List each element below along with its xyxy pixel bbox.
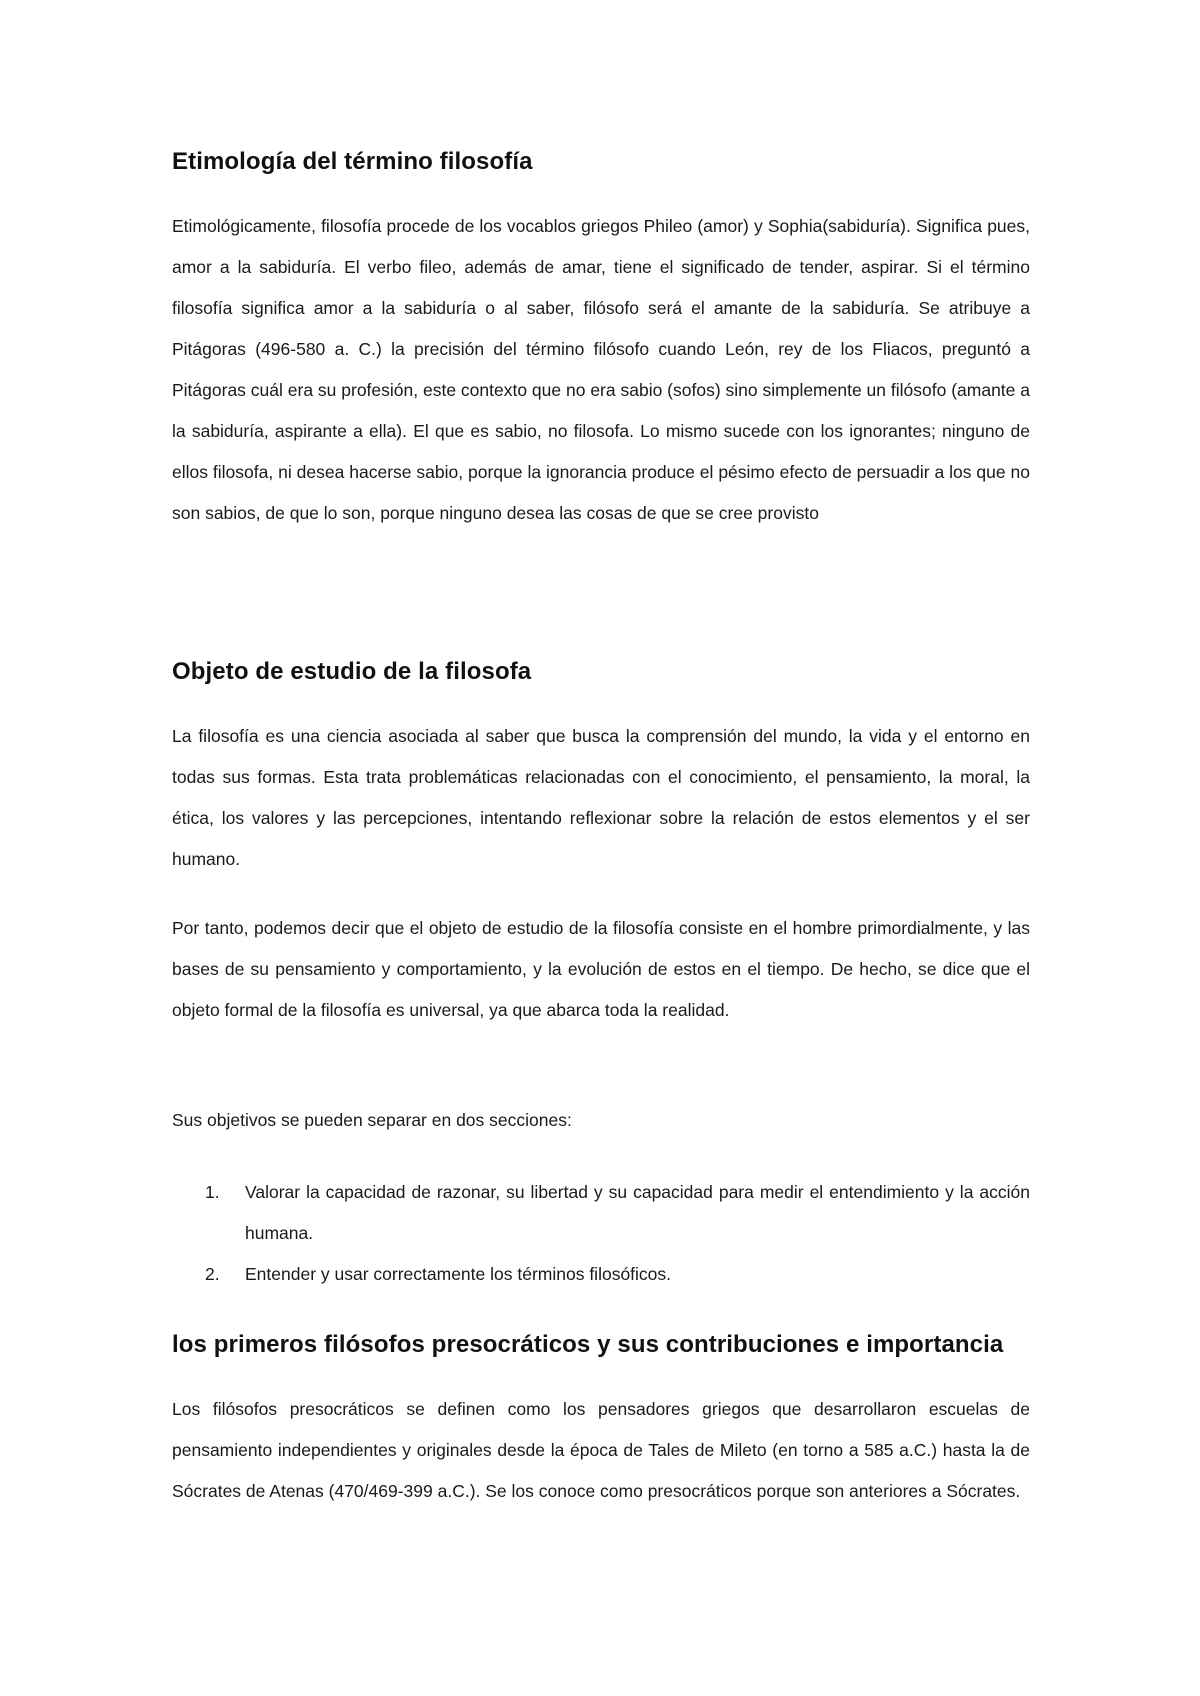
list-item	[172, 1254, 1030, 1295]
list-item	[172, 1172, 1030, 1254]
list-item-text: Entender y usar correctamente los términos filosóficos.	[245, 1264, 672, 1284]
paragraph-objetivos-intro: Sus objetivos se pueden separar en dos secciones:	[172, 1110, 572, 1130]
section-heading-objeto-de-estudio: Objeto de estudio de la filosofa	[172, 658, 532, 685]
paragraph-definicion-filosofia: La filosofía es una ciencia asociada al saber que busca la comprensión del mundo, la vida y el entorno en todas sus formas. Esta trata problemáticas relacionadas con el conocimiento, el pensamiento, la moral, la ética, los valores y las percepciones, intentando reflexionar sobre la relación de estos elementos y el ser humano.	[172, 726, 1030, 869]
list-item-number: 1.	[205, 1182, 220, 1202]
section-heading-etimologia: Etimología del término filosofía	[172, 148, 533, 175]
paragraph-etimologia: Etimológicamente, filosofía procede de los vocablos griegos Phileo (amor) y Sophia(sabiduría). Significa pues, amor a la sabiduría. El verbo fileo, además de amar, tiene el significado de tender, aspirar. Si el término filosofía significa amor a la sabiduría o al saber, filósofo será el amante de la sabiduría. Se atribuye a Pitágoras (496-580 a. C.) la precisión del término filósofo cuando León, rey de los Fliacos, preguntó a Pitágoras cuál era su profesión, este contexto que no era sabio (sofos) sino simplemente un filósofo (amante a la sabiduría, aspirante a ella). El que es sabio, no filosofa. Lo mismo sucede con los ignorantes; ninguno de ellos filosofa, ni desea hacerse sabio, porque la ignorancia produce el pésimo efecto de persuadir a los que no son sabios, de que lo son, porque ninguno desea las cosas de que se cree provisto	[172, 216, 1030, 523]
objectives-list	[172, 1172, 1030, 1295]
list-item-number: 2.	[205, 1264, 220, 1284]
list-item-text: Valorar la capacidad de razonar, su libertad y su capacidad para medir el entendimiento y la acción humana.	[245, 1182, 1030, 1243]
paragraph-objeto-de-estudio: Por tanto, podemos decir que el objeto de estudio de la filosofía consiste en el hombre primordialmente, y las bases de su pensamiento y comportamiento, y la evolución de estos en el tiempo. De hecho, se dice que el objeto formal de la filosofía es universal, ya que abarca toda la realidad.	[172, 918, 1030, 1020]
section-heading-presocraticos: los primeros filósofos presocráticos y sus contribuciones e importancia	[172, 1331, 1004, 1358]
paragraph-presocraticos: Los filósofos presocráticos se definen como los pensadores griegos que desarrollaron escuelas de pensamiento independientes y originales desde la época de Tales de Mileto (en torno a 585 a.C.) hasta la de Sócrates de Atenas (470/469-399 a.C.). Se los conoce como presocráticos porque son anteriores a Sócrates.	[172, 1399, 1030, 1501]
